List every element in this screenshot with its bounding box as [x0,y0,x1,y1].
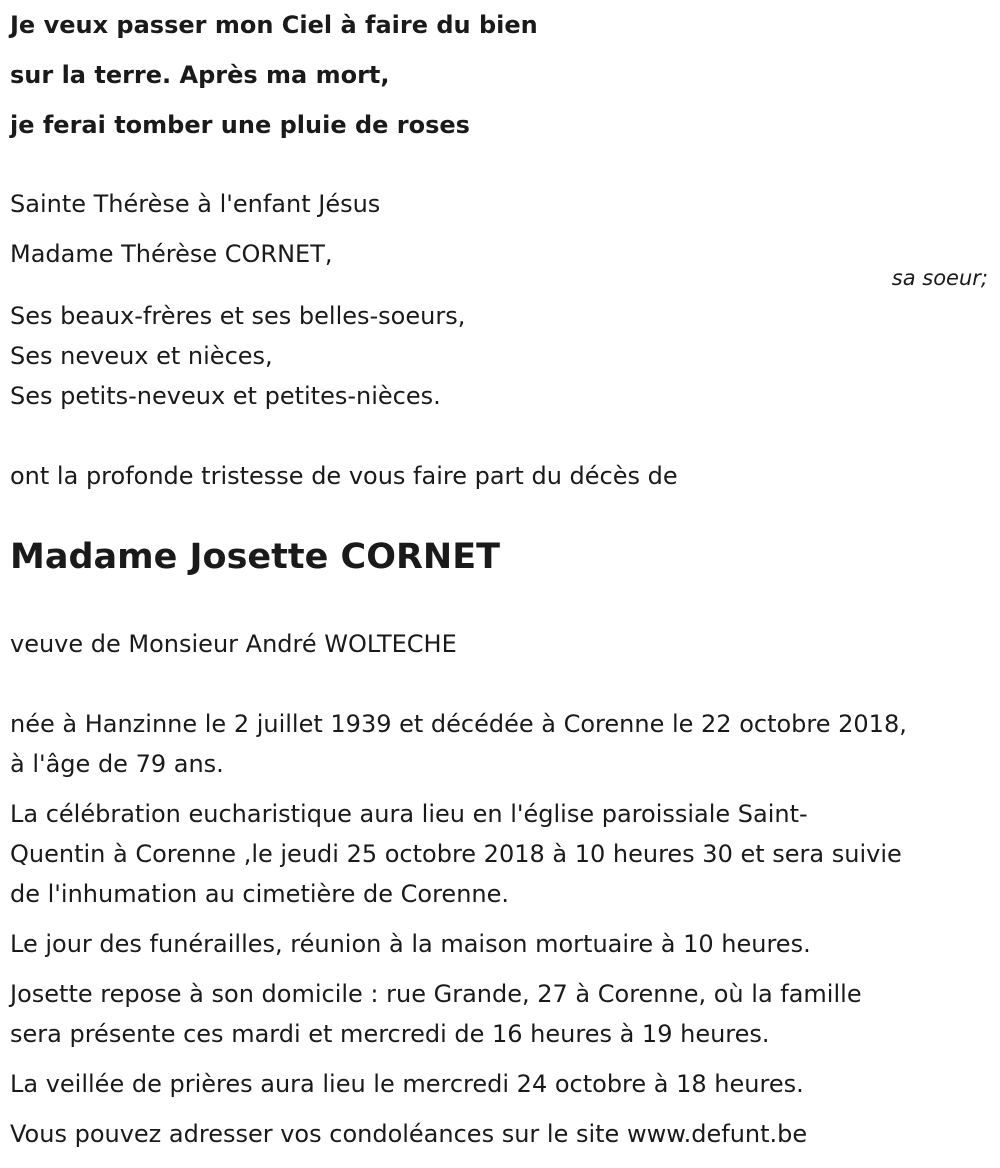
visitation-line-2: sera présente ces mardi et mercredi de 16 heures à 19 heures. [10,1020,770,1048]
family-line-grand-nephews: Ses petits-neveux et petites-nièces. [10,382,441,410]
celebration-line-1: La célébration eucharistique aura lieu en l'église paroissiale Saint- [10,800,808,828]
quote-line-3: je ferai tomber une pluie de roses [10,111,470,139]
quote-line-1: Je veux passer mon Ciel à faire du bien [10,11,538,39]
birth-death-line-1: née à Hanzinne le 2 juillet 1939 et décédée à Corenne le 22 octobre 2018, [10,710,907,738]
meeting-text: Le jour des funérailles, réunion à la maison mortuaire à 10 heures. [10,930,811,958]
sister-name: Madame Thérèse CORNET, [10,240,333,268]
vigil-text: La veillée de prières aura lieu le mercredi 24 octobre à 18 heures. [10,1070,804,1098]
deceased-name: Madame Josette CORNET [10,537,500,577]
celebration-line-3: de l'inhumation au cimetière de Corenne. [10,880,510,908]
family-line-nephews: Ses neveux et nièces, [10,342,273,370]
deceased-spouse: veuve de Monsieur André WOLTECHE [10,630,457,658]
sister-role: sa soeur; [891,266,988,290]
announcement-text: ont la profonde tristesse de vous faire part du décès de [10,462,678,490]
visitation-line-1: Josette repose à son domicile : rue Grande, 27 à Corenne, où la famille [10,980,862,1008]
quote-attribution: Sainte Thérèse à l'enfant Jésus [10,190,381,218]
family-line-in-laws: Ses beaux-frères et ses belles-soeurs, [10,302,466,330]
quote-line-2: sur la terre. Après ma mort, [10,61,390,89]
celebration-line-2: Quentin à Corenne ,le jeudi 25 octobre 2018 à 10 heures 30 et sera suivie [10,840,902,868]
birth-death-line-2: à l'âge de 79 ans. [10,750,224,778]
condolences-text: Vous pouvez adresser vos condoléances sur le site www.defunt.be [10,1120,808,1148]
